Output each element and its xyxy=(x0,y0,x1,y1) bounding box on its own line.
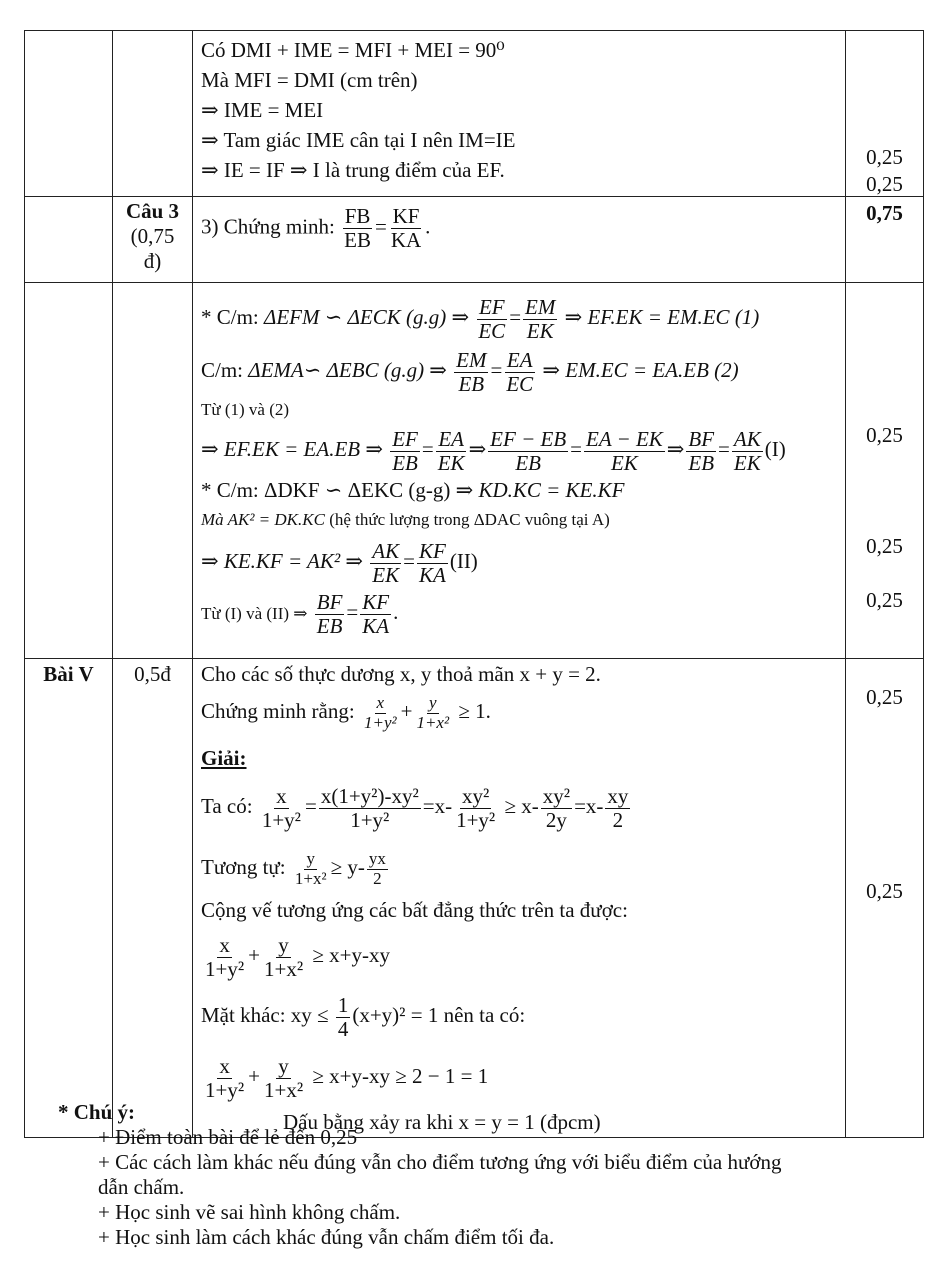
fraction: $\frac{EF}{EB}$ xyxy=(392,426,418,475)
section-label: Bài V xyxy=(25,659,113,1138)
notes-title: * Chú ý: xyxy=(58,1100,136,1124)
bai5-line-5: Cộng vế tương ứng các bất đẳng thức trên ta được: xyxy=(201,898,628,922)
proof-line-3: Từ (1) và (2) xyxy=(201,400,290,419)
points-value: 0,25 xyxy=(866,145,903,169)
bai5-line-1: Cho các số thực dương x, y thoả mãn x + y = 2. xyxy=(201,662,601,686)
points-value: 0,25 xyxy=(866,588,903,612)
fraction: $\frac{xy}{2}$ xyxy=(607,783,629,832)
fraction: $\frac{y}{\text{1+x²}}$ xyxy=(263,932,304,981)
section-score: 0,5đ xyxy=(113,659,193,1138)
bai5-line-7: Mặt khác: xy ≤ $\frac{1}{4}$ (x+y)² = 1 nên ta có: xyxy=(201,992,526,1041)
fraction: $\frac{BF}{EB}$ xyxy=(688,426,715,475)
table-row xyxy=(25,659,924,1138)
grading-table xyxy=(24,30,924,1138)
fraction: $\frac{\text{xy²}}{2y}$ xyxy=(542,783,571,832)
points-value: 0,25 xyxy=(866,879,903,903)
fraction: $\frac{x}{\text{1+y²}}$ xyxy=(261,783,301,832)
bai5-line-8: $\frac{x}{\text{1+y²}}$ + $\frac{y}{\text{1+x²}}$ ≥ x+y-xy ≥ 2 − 1 = 1 xyxy=(205,1053,489,1102)
note-item: + Điểm toàn bài để lẻ đến 0,25 xyxy=(98,1125,358,1149)
note-item-continuation: dẫn chấm. xyxy=(98,1175,185,1199)
points-value: 0,25 xyxy=(866,423,903,447)
proof-line-5: * C/m: ΔDKF ∽ ΔEKC (g-g) ⇒ KD.KC = KE.KF xyxy=(201,478,625,502)
fraction: $\frac{KF}{KA}$ xyxy=(362,589,390,638)
fraction: $\frac{x}{\text{1+y²}}$ xyxy=(205,1053,245,1102)
fraction: $\frac{y}{\text{1+x²}}$ xyxy=(294,849,327,888)
fraction: $\frac{KF}{KA}$ xyxy=(390,204,422,253)
points-value: 0,25 xyxy=(866,534,903,558)
question-points-label: (0,75 xyxy=(130,224,175,248)
table-row xyxy=(25,283,924,659)
bai5-line-9: Dấu bằng xảy ra khi x = y = 1 (đpcm) xyxy=(283,1110,601,1134)
proof-line-8: Từ (I) và (II) ⇒ $\frac{BF}{EB}$ = $\frac{KF}{KA}$ . xyxy=(201,589,399,638)
fraction: $\frac{y}{\text{1+x²}}$ xyxy=(263,1053,304,1102)
proof-line-7: ⇒ KE.KF = AK² ⇒ $\frac{AK}{EK}$ = $\frac{KF}{KA}$ (II) xyxy=(201,538,478,587)
fraction: $\frac{yx}{2}$ xyxy=(368,849,386,888)
fraction: $\frac{\text{x(1+y²)-xy²}}{\text{1+y²}}$ xyxy=(320,783,419,832)
fraction: $\frac{EA}{EC}$ xyxy=(506,347,534,396)
question-label-cell xyxy=(113,197,193,283)
note-item: + Học sinh vẽ sai hình không chấm. xyxy=(98,1200,401,1224)
points-value: 0,25 xyxy=(866,172,903,196)
table-row xyxy=(25,31,924,197)
notes-section xyxy=(60,1100,920,1250)
fraction: $\frac{EM}{EB}$ xyxy=(456,347,487,396)
row1-content xyxy=(193,31,846,197)
bai5-line-4: Tương tự: $\frac{y}{\text{1+x²}}$ ≥ y- $\frac{yx}{2}$ xyxy=(201,849,386,888)
bai5-line-6: $\frac{x}{\text{1+y²}}$ + $\frac{y}{\text{1+x²}}$ ≥ x+y-xy xyxy=(205,932,390,981)
row1-line-4: ⇒ Tam giác IME cân tại I nên IM=IE xyxy=(201,128,516,152)
bai5-points xyxy=(846,659,924,1138)
bai5-content xyxy=(193,659,846,1138)
proof-line-6: Mà AK² = DK.KC (hệ thức lượng trong ΔDAC vuông tại A) xyxy=(201,510,610,529)
row1-line-5: ⇒ IE = IF ⇒ I là trung điểm của EF. xyxy=(201,158,505,182)
note-item: + Học sinh làm cách khác đúng vẫn chấm điểm tối đa. xyxy=(98,1225,555,1249)
fraction: $\frac{FB}{EB}$ xyxy=(344,204,371,253)
row1-points xyxy=(846,31,924,197)
fraction: $\frac{\text{xy²}}{\text{1+y²}}$ xyxy=(456,783,496,832)
bai5-line-3: Ta có: $\frac{x}{\text{1+y²}}$ = $\frac{\text{x(1+y²)-xy²}}{\text{1+y²}}$ =x- $\frac{\text{xy²}}{\text{1+y²}}$ ≥ x- $\frac{\text{xy²}}{2y}$ =x- $\frac{xy}{2}$ xyxy=(201,783,629,832)
table-row xyxy=(25,197,924,283)
fraction: $\frac{AK}{EK}$ xyxy=(733,426,761,475)
row1-line-2: Mà MFI = DMI (cm trên) xyxy=(201,68,418,92)
question-statement: 3) Chứng minh: $\frac{FB}{EB}$ = $\frac{KF}{KA}$ . xyxy=(193,197,846,283)
proof-line-2: C/m: ΔEMA∽ ΔEBC (g.g) ⇒ $\frac{EM}{EB}$ = $\frac{EA}{EC}$ ⇒ EM.EC = EA.EB (2) xyxy=(201,347,739,396)
note-item: + Các cách làm khác nếu đúng vẫn cho điểm tương ứng với biểu điểm của hướng xyxy=(98,1150,782,1174)
solution-heading: Giải: xyxy=(201,746,247,770)
statement-prefix: 3) Chứng minh: xyxy=(201,214,335,239)
question-label: Câu 3 xyxy=(125,199,180,223)
fraction: $\frac{y}{\text{1+x²}}$ xyxy=(416,693,450,732)
fraction: $\frac{EF}{EC}$ xyxy=(478,294,506,343)
fraction: $\frac{x}{\text{1+y²}}$ xyxy=(205,932,245,981)
row1-line-1: Có DMI + IME = MFI + MEI = 90⁰ xyxy=(201,38,505,62)
proof-content xyxy=(193,283,846,659)
fraction: $\frac{KF}{KA}$ xyxy=(418,538,446,587)
fraction: $\frac{EF - EB}{EB}$ xyxy=(490,426,567,475)
row1-line-3: ⇒ IME = MEI xyxy=(201,98,324,122)
proof-line-1: * C/m: ΔEFM ∽ ΔECK (g.g) ⇒ $\frac{EF}{EC}$ = $\frac{EM}{EK}$ ⇒ EF.EK = EM.EC (1) xyxy=(201,294,760,343)
bai5-line-2: Chứng minh rằng: $\frac{x}{\text{1+y²}}$ + $\frac{y}{\text{1+x²}}$ ≥ 1. xyxy=(201,693,491,732)
question-points: 0,75 xyxy=(846,197,924,283)
fraction: $\frac{x}{\text{1+y²}}$ xyxy=(363,693,397,732)
proof-points xyxy=(846,283,924,659)
proof-line-4: ⇒ EF.EK = EA.EB ⇒ $\frac{EF}{EB}$ = $\frac{EA}{EK}$ ⇒ $\frac{EF - EB}{EB}$ = $\frac{EA - EK}{EK}$ ⇒ $\frac{BF}{EB}$ = $\frac{AK}{EK}$ (I) xyxy=(201,426,786,475)
fraction: $\frac{EA - EK}{EK}$ xyxy=(586,426,663,475)
fraction: $\frac{1}{4}$ xyxy=(337,992,349,1041)
fraction: $\frac{BF}{EB}$ xyxy=(316,589,343,638)
points-value: 0,25 xyxy=(866,685,903,709)
fraction: $\frac{AK}{EK}$ xyxy=(372,538,400,587)
fraction: $\frac{EA}{EK}$ xyxy=(437,426,465,475)
question-points-label-unit: đ) xyxy=(143,249,162,273)
fraction: $\frac{EM}{EK}$ xyxy=(525,294,556,343)
